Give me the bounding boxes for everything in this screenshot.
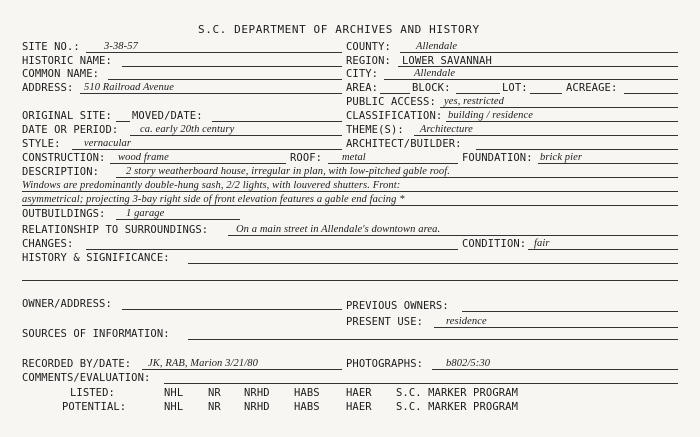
city-underline	[384, 79, 678, 80]
public-access-underline	[440, 107, 678, 108]
condition-value: fair	[534, 238, 550, 249]
relationship-value: On a main street in Allendale's downtown area.	[236, 224, 441, 235]
foundation-value: brick pier	[540, 152, 583, 163]
lot-underline	[530, 93, 562, 94]
block-label: BLOCK:	[412, 82, 451, 94]
area-underline	[380, 93, 410, 94]
foundation-label: FOUNDATION:	[462, 152, 533, 164]
potential-nhl: NHL	[164, 401, 184, 413]
construction-value: wood frame	[118, 152, 169, 163]
themes-underline	[414, 135, 678, 136]
acreage-label: ACREAGE:	[566, 82, 618, 94]
roof-value: metal	[342, 152, 366, 163]
moved-date-label: MOVED/DATE:	[132, 110, 203, 122]
description-underline-2	[22, 191, 678, 192]
common-name-underline	[108, 79, 342, 80]
public-access-value: yes, restricted	[444, 96, 505, 107]
listed-nr: NR	[208, 387, 221, 399]
description-line-2: Windows are predominantly double-hung sash, 2/2 lights, with louvered shutters. Front:	[22, 180, 401, 191]
listed-label: LISTED:	[70, 387, 115, 399]
architect-underline	[476, 149, 678, 150]
condition-underline	[528, 249, 678, 250]
photographs-label: PHOTOGRAPHS:	[346, 358, 424, 370]
city-value: Allendale	[414, 68, 456, 79]
potential-nr: NR	[208, 401, 221, 413]
acreage-underline	[624, 93, 678, 94]
style-value: vernacular	[84, 138, 132, 149]
city-label: CITY:	[346, 68, 379, 80]
outbuildings-label: OUTBUILDINGS:	[22, 208, 106, 220]
date-period-underline	[130, 135, 342, 136]
date-period-value: ca. early 20th century	[140, 124, 235, 135]
region-value: LOWER SAVANNAH	[402, 55, 492, 67]
site-no-label: SITE NO.:	[22, 41, 80, 53]
site-no-underline	[86, 52, 342, 53]
potential-label: POTENTIAL:	[62, 401, 127, 413]
recorded-by-underline	[142, 369, 342, 370]
outbuildings-underline	[116, 219, 240, 220]
owner-address-label: OWNER/ADDRESS:	[22, 298, 112, 310]
comments-underline	[164, 383, 678, 384]
moved-date-underline	[212, 121, 342, 122]
site-no-value: 3-38-57	[104, 41, 138, 52]
area-label: AREA:	[346, 82, 379, 94]
classification-value: building / residence	[448, 110, 534, 121]
historic-name-underline	[122, 66, 342, 67]
county-label: COUNTY:	[346, 41, 391, 53]
classification-underline	[446, 121, 678, 122]
architect-label: ARCHITECT/BUILDER:	[346, 138, 462, 150]
relationship-label: RELATIONSHIP TO SURROUNDINGS:	[22, 224, 209, 236]
listed-sc-marker: S.C. MARKER PROGRAM	[396, 387, 519, 399]
potential-haer: HAER	[346, 401, 372, 413]
construction-label: CONSTRUCTION:	[22, 152, 106, 164]
region-underline	[398, 66, 678, 67]
county-value: Allendale	[416, 41, 458, 52]
sources-underline	[188, 339, 678, 340]
history-underline-2	[22, 280, 678, 281]
foundation-underline	[538, 163, 678, 164]
address-value: 510 Railroad Avenue	[84, 82, 174, 93]
listed-nhl: NHL	[164, 387, 184, 399]
lot-label: LOT:	[502, 82, 528, 94]
construction-underline	[110, 163, 286, 164]
listed-nrhd: NRHD	[244, 387, 270, 399]
sources-label: SOURCES OF INFORMATION:	[22, 328, 170, 340]
changes-label: CHANGES:	[22, 238, 74, 250]
themes-label: THEME(S):	[346, 124, 404, 136]
address-label: ADDRESS:	[22, 82, 74, 94]
owner-address-underline	[122, 309, 342, 310]
description-underline-1	[116, 177, 678, 178]
description-line-3: asymmetrical; projecting 3-bay right side of front elevation features a gable end facing *	[22, 194, 405, 205]
original-site-underline	[116, 121, 130, 122]
themes-value: Architecture	[420, 124, 473, 135]
history-label: HISTORY & SIGNIFICANCE:	[22, 252, 170, 264]
block-underline	[456, 93, 500, 94]
description-label: DESCRIPTION:	[22, 166, 100, 178]
comments-label: COMMENTS/EVALUATION:	[22, 372, 151, 384]
description-underline-3	[22, 205, 678, 206]
historic-name-label: HISTORIC NAME:	[22, 55, 112, 67]
roof-label: ROOF:	[290, 152, 323, 164]
present-use-value: residence	[446, 316, 487, 327]
common-name-label: COMMON NAME:	[22, 68, 100, 80]
county-underline	[400, 52, 678, 53]
recorded-by-label: RECORDED BY/DATE:	[22, 358, 132, 370]
style-label: STYLE:	[22, 138, 61, 150]
photographs-value: b802/5:30	[446, 358, 491, 369]
present-use-label: PRESENT USE:	[346, 316, 424, 328]
classification-label: CLASSIFICATION:	[346, 110, 443, 122]
date-period-label: DATE OR PERIOD:	[22, 124, 119, 136]
changes-underline	[86, 249, 458, 250]
recorded-by-value: JK, RAB, Marion 3/21/80	[148, 358, 258, 369]
history-underline-1	[188, 263, 678, 264]
previous-owners-underline	[462, 311, 678, 312]
potential-sc-marker: S.C. MARKER PROGRAM	[396, 401, 519, 413]
outbuildings-value: 1 garage	[126, 208, 165, 219]
potential-habs: HABS	[294, 401, 320, 413]
original-site-label: ORIGINAL SITE:	[22, 110, 112, 122]
roof-underline	[328, 163, 458, 164]
region-label: REGION:	[346, 55, 391, 67]
listed-habs: HABS	[294, 387, 320, 399]
relationship-underline	[228, 235, 678, 236]
listed-haer: HAER	[346, 387, 372, 399]
previous-owners-label: PREVIOUS OWNERS:	[346, 300, 449, 312]
style-underline	[72, 149, 342, 150]
present-use-underline	[434, 327, 678, 328]
photographs-underline	[432, 369, 678, 370]
description-line-1: 2 story weatherboard house, irregular in plan, with low-pitched gable roof.	[126, 166, 450, 177]
form-title: S.C. DEPARTMENT OF ARCHIVES AND HISTORY	[198, 23, 480, 36]
condition-label: CONDITION:	[462, 238, 527, 250]
address-underline	[80, 93, 342, 94]
potential-nrhd: NRHD	[244, 401, 270, 413]
public-access-label: PUBLIC ACCESS:	[346, 96, 436, 108]
